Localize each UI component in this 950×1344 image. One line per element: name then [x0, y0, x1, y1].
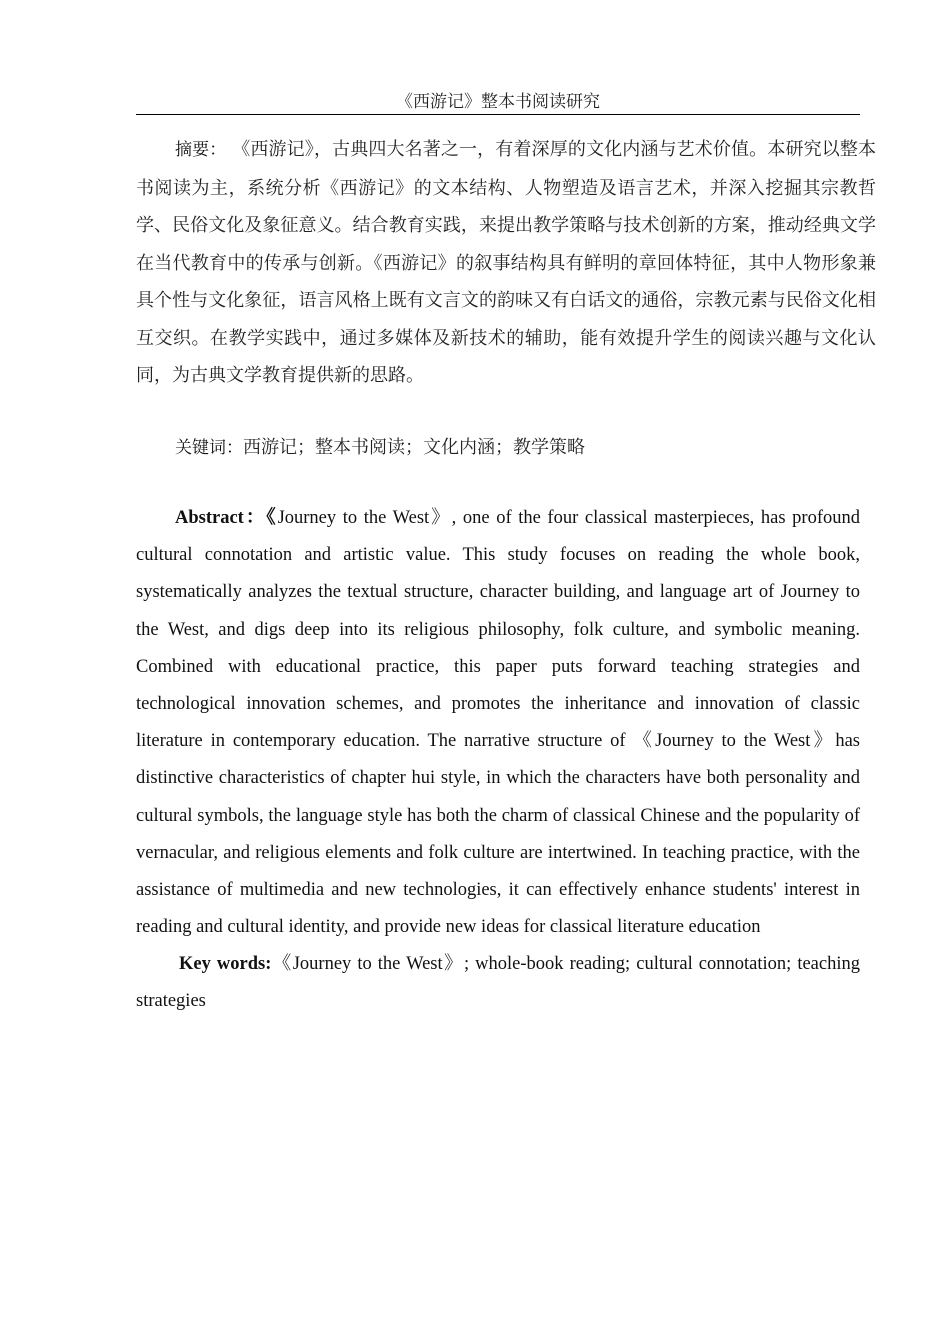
chinese-abstract-label: 摘要：	[175, 140, 227, 160]
english-keywords-label: Key words:	[179, 954, 272, 974]
english-abstract	[136, 500, 860, 946]
chinese-abstract-text: 《西游记》，古典四大名著之一，有着深厚的文化内涵与艺术价值。本研究以整本书阅读为主，系统分析《西游记》的文本结构、人物塑造及语言艺术，并深入挖掘其宗教哲学、民俗文化及象征意义。结合教育实践，来提出教学策略与技术创新的方案，推动经典文学在当代教育中的传承与创新。《西游记》的叙事结构具有鲜明的章回体特征，其中人物形象兼具个性与文化象征，语言风格上既有文言文的韵味又有白话文的通俗，宗教元素与民俗文化相互交织。在教学实践中，通过多媒体及新技术的辅助，能有效提升学生的阅读兴趣与文化认同，为古典文学教育提供新的思路。	[136, 139, 876, 386]
header-divider	[136, 114, 860, 115]
chinese-keywords-label: 关键词：	[175, 438, 243, 458]
english-abstract-label: Abstract：《	[175, 508, 278, 528]
english-keywords	[136, 946, 860, 1020]
english-abstract-text: Journey to the West》, one of the four classical masterpieces, has profound cultural connotation and artistic value. This study focuses on reading the whole book, systematically analyzes the textual structure, character building, and language art of Journey to the West, and digs deep into its religious philosophy, folk culture, and symbolic meaning. Combined with educational practice, this paper puts forward teaching strategies and technological innovation schemes, and promotes the inheritance and innovation of classic literature in contemporary education. The narrative structure of 《Journey to the West》has distinctive characteristics of chapter hui style, in which the characters have both personality and cultural symbols, the language style has both the charm of classical Chinese and the popularity of vernacular, and religious elements and folk culture are intertwined. In teaching practice, with the assistance of multimedia and new technologies, it can effectively enhance students' interest in reading and cultural identity, and provide new ideas for classical literature education	[136, 508, 861, 938]
english-keywords-text: 《Journey to the West》; whole-book reading; cultural connotation; teaching strategies	[136, 954, 860, 1012]
chinese-keywords-text: 西游记；整本书阅读；文化内涵；教学策略	[243, 437, 585, 458]
chinese-keywords	[136, 430, 876, 466]
page-header-title: 《西游记》整本书阅读研究	[396, 92, 600, 112]
chinese-abstract	[136, 131, 876, 395]
